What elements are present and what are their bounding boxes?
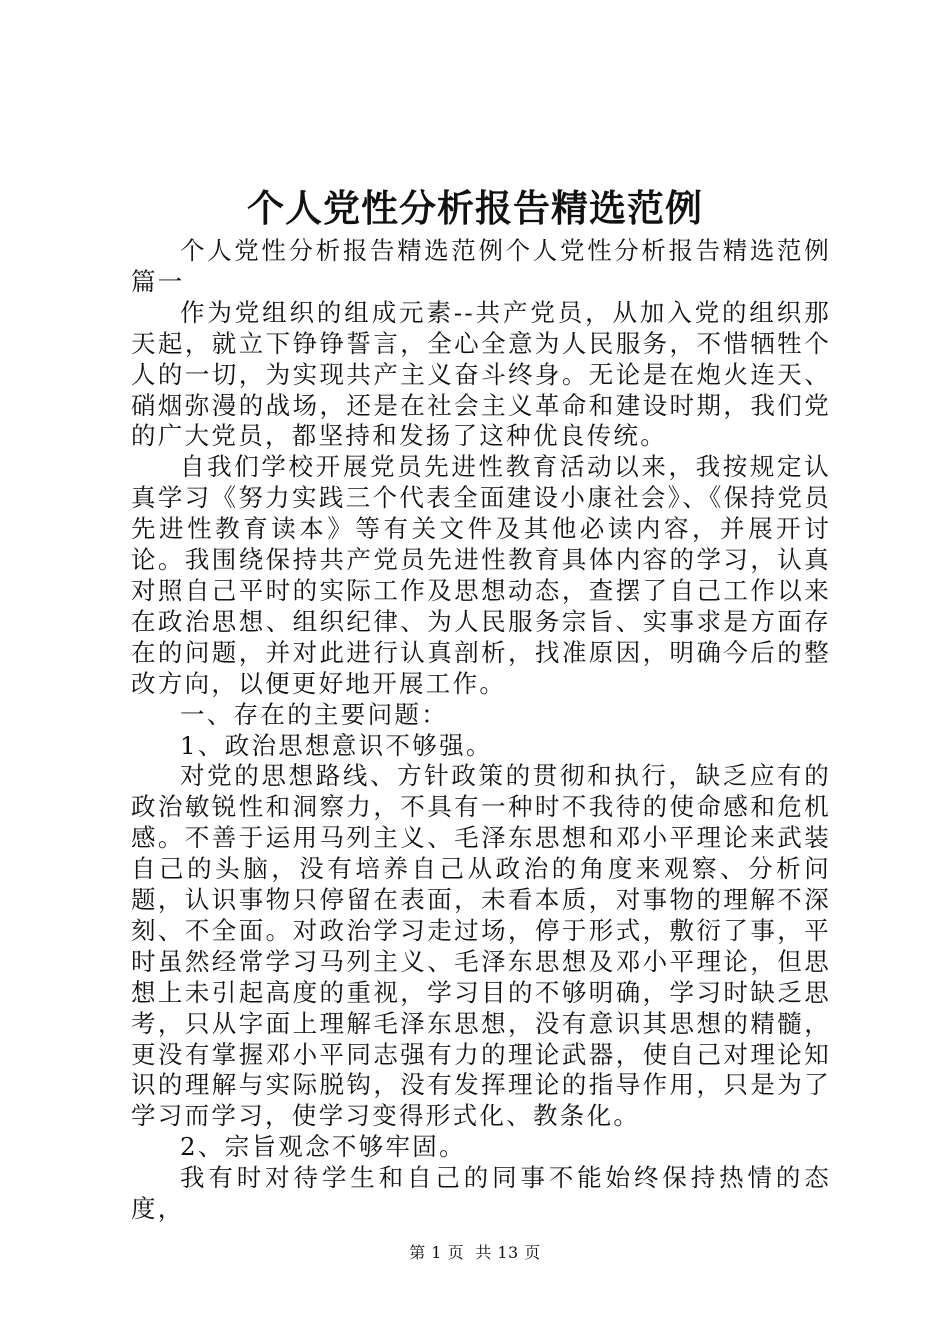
- subsection-heading: 2、宗旨观念不够牢固。: [180, 1132, 466, 1162]
- document-title: 个人党性分析报告精选范例: [247, 186, 703, 230]
- subsection-heading: 1、政治思想意识不够强。: [180, 730, 493, 760]
- paragraph: 自我们学校开展党员先进性教育活动以来，我按规定认真学习《努力实践三个代表全面建设小康社会》、《保持党员先进性教育读本》等有关文件及其他必读内容，并展开讨论。我围绕保持共产党员先进性教育具体内容的学习，认真对照自己平时的实际工作及思想动态，查摆了自己工作以来在政治思想、组织纪律、为人民服务宗旨、实事求是方面存在的问题，并对此进行认真剖析，找准原因，明确今后的整改方向，以便更好地开展工作。: [131, 452, 831, 698]
- paragraph-intro: 个人党性分析报告精选范例个人党性分析报告精选范例篇一: [131, 236, 831, 296]
- section-heading: 一、存在的主要问题：: [180, 699, 448, 729]
- page-number-label: 第 1 页 共 13 页: [409, 1243, 541, 1262]
- document-body: [131, 236, 831, 1225]
- paragraph: 作为党组织的组成元素--共产党员，从加入党的组织那天起，就立下铮铮誓言，全心全意为人民服务，不惜牺牲个人的一切，为实现共产主义奋斗终身。无论是在炮火连天、硝烟弥漫的战场，还是在社会主义革命和建设时期，我们党的广大党员，都坚持和发扬了这种优良传统。: [131, 297, 831, 451]
- paragraph: 我有时对待学生和自己的同事不能始终保持热情的态度，: [131, 1163, 831, 1224]
- page-footer: [0, 1242, 950, 1264]
- paragraph: 对党的思想路线、方针政策的贯彻和执行，缺乏应有的政治敏锐性和洞察力，不具有一种时不我待的使命感和危机感。不善于运用马列主义、毛泽东思想和邓小平理论来武装自己的头脑，没有培养自己从政治的角度来观察、分析问题，认识事物只停留在表面，未看本质，对事物的理解不深刻、不全面。对政治学习走过场，停于形式，敷衍了事，平时虽然经常学习马列主义、毛泽东思想及邓小平理论，但思想上未引起高度的重视，学习目的不够明确，学习时缺乏思考，只从字面上理解毛泽东思想，没有意识其思想的精髓，更没有掌握邓小平同志强有力的理论武器，使自己对理论知识的理解与实际脱钩，没有发挥理论的指导作用，只是为了学习而学习，使学习变得形式化、教条化。: [131, 761, 831, 1131]
